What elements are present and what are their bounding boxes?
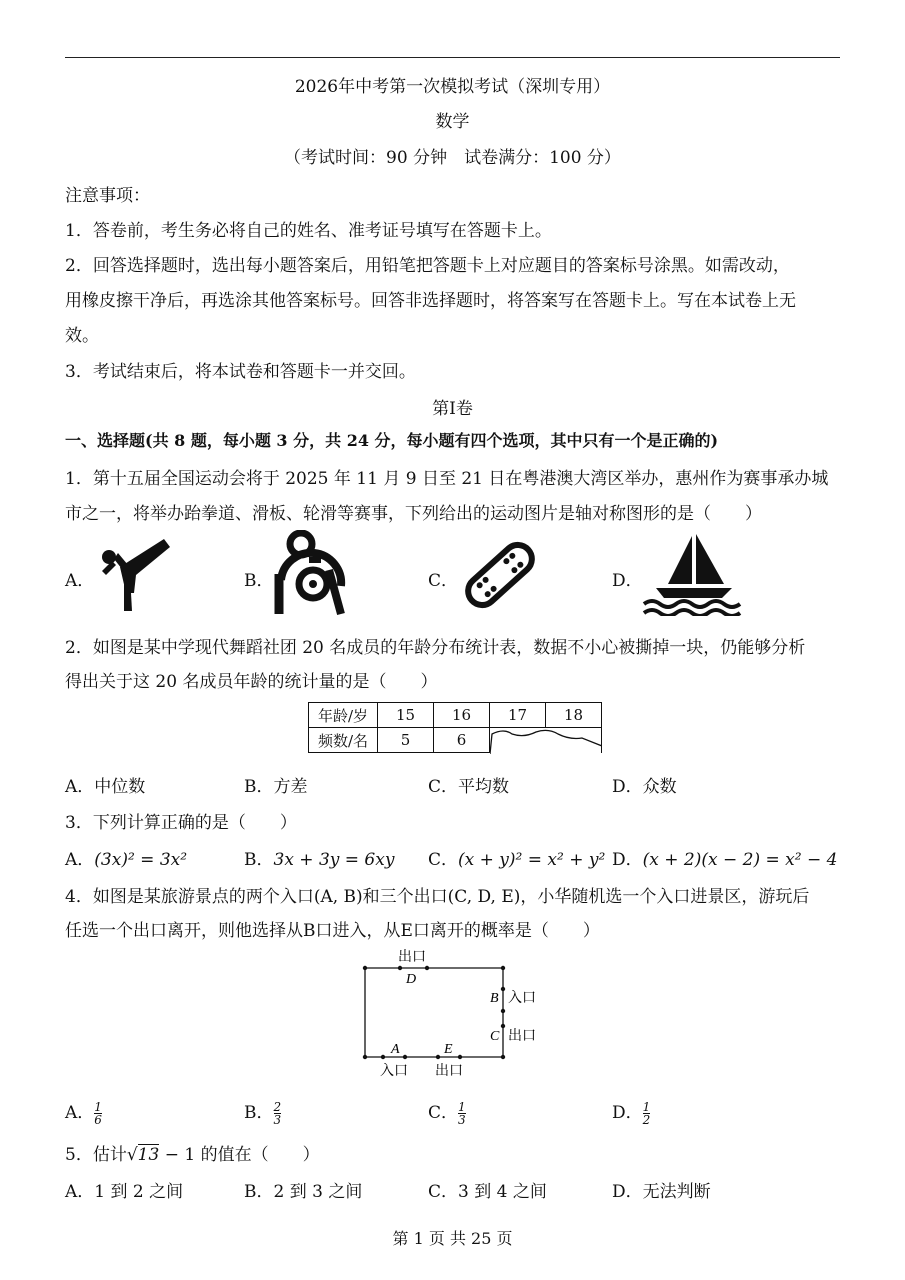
numerator: 1 bbox=[458, 1100, 466, 1114]
page-footer: 第 1 页 共 25 页 bbox=[392, 1229, 513, 1248]
point-d: D bbox=[406, 972, 417, 987]
denominator: 6 bbox=[94, 1113, 102, 1127]
q5-option-b: B．2 到 3 之间 bbox=[244, 1182, 363, 1202]
q2-option-a: A．中位数 bbox=[65, 777, 146, 797]
scenic-spot-diagram bbox=[340, 945, 560, 1085]
sqrt-radicand: 13 bbox=[137, 1145, 160, 1165]
fraction bbox=[274, 1101, 282, 1126]
denominator: 3 bbox=[273, 1113, 282, 1127]
q4-option-b bbox=[244, 1098, 281, 1126]
denominator: 3 bbox=[458, 1113, 466, 1127]
option-label: C． bbox=[428, 1103, 459, 1123]
exam-info: （考试时间：90 分钟 试卷满分：100 分） bbox=[284, 148, 621, 168]
freq-cell: 5 bbox=[378, 728, 434, 753]
torn-edge bbox=[490, 728, 602, 754]
volume-title: 第Ⅰ卷 bbox=[432, 399, 473, 419]
option-label: A． bbox=[65, 1103, 95, 1123]
age-frequency-table bbox=[308, 702, 602, 753]
top-rule bbox=[65, 57, 840, 58]
torn-cell bbox=[490, 728, 602, 753]
point-a: A bbox=[391, 1042, 400, 1057]
q3-option-d bbox=[612, 845, 837, 870]
notice-item-2-line-3: 效。 bbox=[65, 326, 99, 346]
section-1-title: 一、选择题(共 8 题，每小题 3 分，共 24 分，每小题有四个选项，其中只有一个是正确的) bbox=[65, 431, 719, 450]
q1-option-c-label: C． bbox=[428, 571, 459, 591]
q2-option-b: B．方差 bbox=[244, 777, 308, 797]
option-label: B． bbox=[244, 850, 274, 870]
taekwondo-icon bbox=[92, 535, 176, 615]
roller-skater-icon bbox=[273, 530, 353, 616]
option-label: A． bbox=[65, 850, 95, 870]
q5-option-d: D．无法判断 bbox=[612, 1182, 711, 1202]
q1-option-b-label: B． bbox=[244, 571, 274, 591]
notice-item-2-line-1: 2．回答选择题时，选出每小题答案后，用铅笔把答题卡上对应题目的答案标号涂黑。如需改动， bbox=[65, 256, 790, 276]
q1-option-a-label: A． bbox=[65, 571, 95, 591]
q3-stem: 3．下列计算正确的是（ ） bbox=[65, 813, 297, 833]
notice-item-3: 3．考试结束后，将本试卷和答题卡一并交回。 bbox=[65, 362, 416, 382]
sailboat-icon bbox=[642, 532, 742, 616]
numerator: 1 bbox=[94, 1100, 102, 1114]
q2-option-c: C．平均数 bbox=[428, 777, 510, 797]
q5-stem-suffix: − 1 的值在（ ） bbox=[159, 1145, 320, 1165]
q1-line-2: 市之一，将举办跆拳道、滑板、轮滑等赛事，下列给出的运动图片是轴对称图形的是（ ） bbox=[65, 504, 762, 524]
option-formula: 3x + 3y = 6xy bbox=[273, 850, 395, 870]
q4-option-a bbox=[65, 1098, 102, 1126]
q1-option-d-label: D． bbox=[612, 571, 643, 591]
denominator: 2 bbox=[642, 1113, 651, 1127]
exit-d-label: 出口 bbox=[398, 950, 426, 965]
age-header-cell: 年龄/岁 bbox=[309, 703, 378, 728]
option-formula: (x + 2)(x − 2) = x² − 4 bbox=[642, 850, 838, 870]
sqrt-sign: √ bbox=[126, 1145, 138, 1165]
freq-cell: 6 bbox=[434, 728, 490, 753]
age-cell: 18 bbox=[546, 703, 602, 728]
option-label: C． bbox=[428, 850, 459, 870]
q4-line-1: 4．如图是某旅游景点的两个入口(A, B)和三个出口(C, D, E)，小华随机选一个入口进景区，游玩后 bbox=[65, 887, 810, 907]
notice-heading: 注意事项： bbox=[65, 186, 150, 206]
fraction bbox=[458, 1101, 466, 1126]
notice-item-1: 1．答卷前，考生务必将自己的姓名、准考证号填写在答题卡上。 bbox=[65, 221, 552, 241]
option-formula: (3x)² = 3x² bbox=[94, 850, 188, 870]
q2-option-d: D．众数 bbox=[612, 777, 677, 797]
table-row bbox=[309, 703, 602, 728]
option-label: B． bbox=[244, 1103, 274, 1123]
age-cell: 16 bbox=[434, 703, 490, 728]
exam-title: 2026年中考第一次模拟考试（深圳专用） bbox=[294, 77, 611, 97]
q4-option-d bbox=[612, 1098, 650, 1126]
q5-stem bbox=[65, 1140, 320, 1165]
age-cell: 17 bbox=[490, 703, 546, 728]
skateboard-icon bbox=[456, 535, 544, 615]
q4-line-2: 任选一个出口离开，则他选择从B口进入，从E口离开的概率是（ ） bbox=[65, 921, 600, 941]
entry-a-label: 入口 bbox=[380, 1064, 408, 1079]
q2-line-2: 得出关于这 20 名成员年龄的统计量的是（ ） bbox=[65, 672, 438, 692]
exit-e-label: 出口 bbox=[435, 1064, 463, 1079]
option-label: D． bbox=[612, 1103, 643, 1123]
point-c: C bbox=[490, 1029, 500, 1044]
fraction bbox=[643, 1101, 651, 1126]
freq-header-cell: 频数/名 bbox=[309, 728, 378, 753]
numerator: 1 bbox=[642, 1100, 651, 1114]
q5-option-c: C．3 到 4 之间 bbox=[428, 1182, 547, 1202]
subject-title: 数学 bbox=[435, 112, 470, 132]
point-b: B bbox=[490, 991, 499, 1006]
q3-option-a bbox=[65, 845, 187, 870]
q5-option-a: A．1 到 2 之间 bbox=[65, 1182, 184, 1202]
entry-b-label: 入口 bbox=[508, 991, 536, 1006]
age-cell: 15 bbox=[378, 703, 434, 728]
q2-line-1: 2．如图是某中学现代舞蹈社团 20 名成员的年龄分布统计表，数据不小心被撕掉一块，仍能够分析 bbox=[65, 638, 806, 658]
option-label: D． bbox=[612, 850, 643, 870]
q3-option-c bbox=[428, 845, 605, 870]
notice-item-2-line-2: 用橡皮擦干净后，再选涂其他答案标号。回答非选择题时，将答案写在答题卡上。写在本试卷上无 bbox=[65, 291, 796, 311]
table-row bbox=[309, 728, 602, 753]
q3-option-b bbox=[244, 845, 394, 870]
numerator: 2 bbox=[273, 1100, 282, 1114]
point-e: E bbox=[444, 1042, 453, 1057]
q1-line-1: 1．第十五届全国运动会将于 2025 年 11 月 9 日至 21 日在粤港澳大湾区举办，惠州作为赛事承办城 bbox=[65, 469, 829, 489]
q4-option-c bbox=[428, 1098, 466, 1126]
exit-c-label: 出口 bbox=[508, 1029, 536, 1044]
fraction bbox=[94, 1101, 102, 1126]
q5-stem-prefix: 5．估计 bbox=[65, 1145, 127, 1165]
option-formula: (x + y)² = x² + y² bbox=[458, 850, 606, 870]
